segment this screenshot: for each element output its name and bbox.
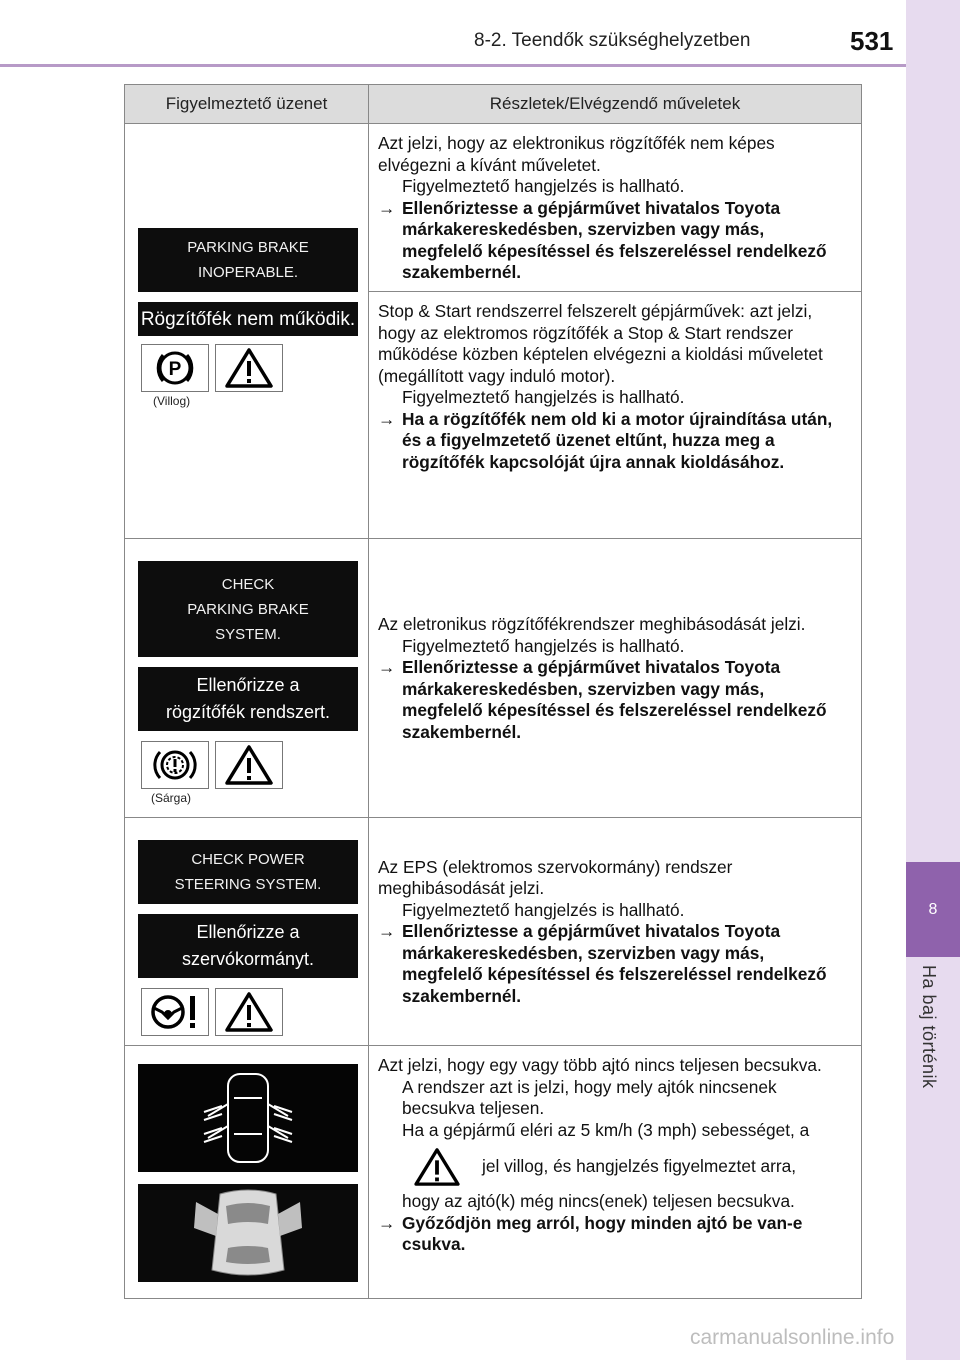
warning-image-cell [125, 124, 369, 539]
chapter-label: Ha baj történik [919, 965, 939, 1089]
panel-line: INOPERABLE. [197, 264, 299, 281]
display-panel-en [138, 840, 358, 904]
action-text: Ellenőriztesse a gépjárművet hivatalos Toyota márkakereskedésben, szervizben vagy más, megfelelő képesítéssel és felszereléssel rendelkező szakembernél. [402, 657, 827, 742]
warning-triangle-icon [215, 344, 283, 392]
detail-block [369, 1046, 861, 1264]
panel-line: PARKING BRAKE [187, 600, 309, 618]
details-cell [369, 124, 862, 539]
warning-triangle-icon [215, 988, 283, 1036]
chapter-number: 8 [906, 862, 960, 957]
arrow-icon: → [378, 657, 396, 677]
panel-line: SYSTEM. [215, 625, 281, 643]
detail-action [378, 921, 849, 1007]
steering-warning-icon [141, 988, 209, 1036]
action-text: Győződjön meg arról, hogy minden ajtó be van-e csukva. [402, 1212, 803, 1254]
panel-line: Ellenőrizze a [196, 922, 300, 942]
panel-line: PARKING BRAKE [187, 239, 309, 256]
arrow-icon: → [378, 1212, 396, 1233]
details-cell [369, 818, 862, 1046]
arrow-icon: → [378, 408, 396, 429]
detail-block [369, 291, 861, 481]
detail-action [378, 657, 849, 743]
page-number: 531 [850, 26, 894, 56]
display-panel-hu [138, 914, 358, 978]
car-doors-display [138, 1184, 358, 1282]
arrow-icon: → [378, 197, 396, 218]
door-open-display [138, 1064, 358, 1172]
detail-action [378, 1213, 849, 1256]
detail-note: Figyelmeztető hangjelzés is hallható. [402, 635, 685, 656]
action-text: Ellenőriztesse a gépjárművet hivatalos Toyota márkakereskedésben, szervizben vagy más, megfelelő képesítéssel és felszereléssel rendelkező szakembernél. [402, 197, 827, 282]
panel-line: CHECK [221, 575, 275, 593]
detail-action [378, 198, 849, 284]
display-panel-hu [138, 667, 358, 731]
detail-note: A rendszer azt is jelzi, hogy mely ajtók nincsenek becsukva teljesen. [402, 1076, 777, 1118]
icon-caption: (Sárga) [151, 791, 192, 805]
side-tab [906, 0, 960, 1360]
warning-image-cell [125, 1046, 369, 1299]
detail-note: Ha a gépjármű eléri az 5 km/h (3 mph) sebességet, a [402, 1119, 810, 1140]
action-text: Ellenőriztesse a gépjárművet hivatalos Toyota márkakereskedésben, szervizben vagy más, megfelelő képesítéssel és felszereléssel rendelkező szakembernél. [402, 921, 827, 1006]
panel-line: rögzítőfék rendszert. [165, 702, 331, 722]
table-row [125, 539, 862, 818]
detail-note: Figyelmeztető hangjelzés is hallható. [402, 387, 685, 407]
icon-caption: (Villog) [153, 394, 191, 408]
warning-image-cell [125, 539, 369, 818]
action-text: Ha a rögzítőfék nem old ki a motor újraindítása után, és a figyelmzetető üzenet eltűnt, huzza meg a rögzítőfék kapcsolóját újra annak kioldásához. [402, 408, 833, 472]
detail-block [369, 124, 861, 291]
door-open-icon [138, 1064, 358, 1172]
arrow-icon: → [378, 921, 396, 942]
detail-note: Figyelmeztető hangjelzés is hallható. [402, 899, 685, 920]
detail-action [378, 409, 849, 474]
detail-note-line [378, 1147, 849, 1187]
detail-text: Azt jelzi, hogy egy vagy több ajtó nincs teljesen becsukva. [378, 1055, 822, 1075]
panel-line: STEERING SYSTEM. [174, 876, 322, 893]
detail-text: Az EPS (elektromos szervokormány) rendszer meghibásodását jelzi. [378, 856, 733, 899]
display-panel-hu [138, 302, 358, 336]
detail-text: Stop & Start rendszerrel felszerelt gépjárművek: azt jelzi, hogy az elektromos rögzítőfék a Stop & Start rendszer működése közben képtelen elvégezni a kioldási műveletet (megállított vagy induló motor). [378, 301, 823, 386]
warning-image-cell [125, 818, 369, 1046]
header-rule [0, 64, 906, 67]
table-row [125, 1046, 862, 1299]
watermark: carmanualsonline.info [690, 1326, 895, 1349]
display-panel-en [138, 561, 358, 657]
warning-table [124, 84, 862, 1299]
car-illustration-icon [138, 1184, 358, 1282]
table-row [125, 124, 862, 539]
brake-system-icon [141, 741, 209, 789]
warning-triangle-icon [412, 1147, 468, 1187]
panel-line: CHECK POWER [191, 851, 305, 868]
section-title: 8-2. Teendők szükséghelyzetben [474, 30, 751, 51]
detail-note: hogy az ajtó(k) még nincs(enek) teljesen becsukva. [402, 1191, 795, 1211]
details-cell [369, 539, 862, 818]
table-header [125, 85, 862, 124]
detail-block [369, 605, 861, 751]
detail-note: Figyelmeztető hangjelzés is hallható. [402, 176, 685, 196]
parking-brake-icon [141, 344, 209, 392]
panel-line: Ellenőrizze a [196, 675, 300, 695]
display-panel-en [138, 228, 358, 292]
table-row [125, 818, 862, 1046]
detail-block [369, 848, 861, 1016]
details-cell [369, 1046, 862, 1299]
column-header: Figyelmeztető üzenet [125, 85, 369, 124]
panel-line: Rögzítőfék nem működik. [140, 308, 356, 330]
detail-note: jel villog, és hangjelzés figyelmeztet arra, [482, 1156, 797, 1177]
detail-text: Az eletronikus rögzítőfékrendszer meghibásodását jelzi. [378, 614, 806, 634]
svg-text:P: P [168, 359, 182, 380]
column-header: Részletek/Elvégzendő műveletek [369, 85, 862, 124]
detail-text: Azt jelzi, hogy az elektronikus rögzítőfék nem képes elvégezni a kívánt műveletet. [378, 133, 775, 175]
panel-line: szervókormányt. [181, 949, 315, 969]
warning-triangle-icon [215, 741, 283, 789]
